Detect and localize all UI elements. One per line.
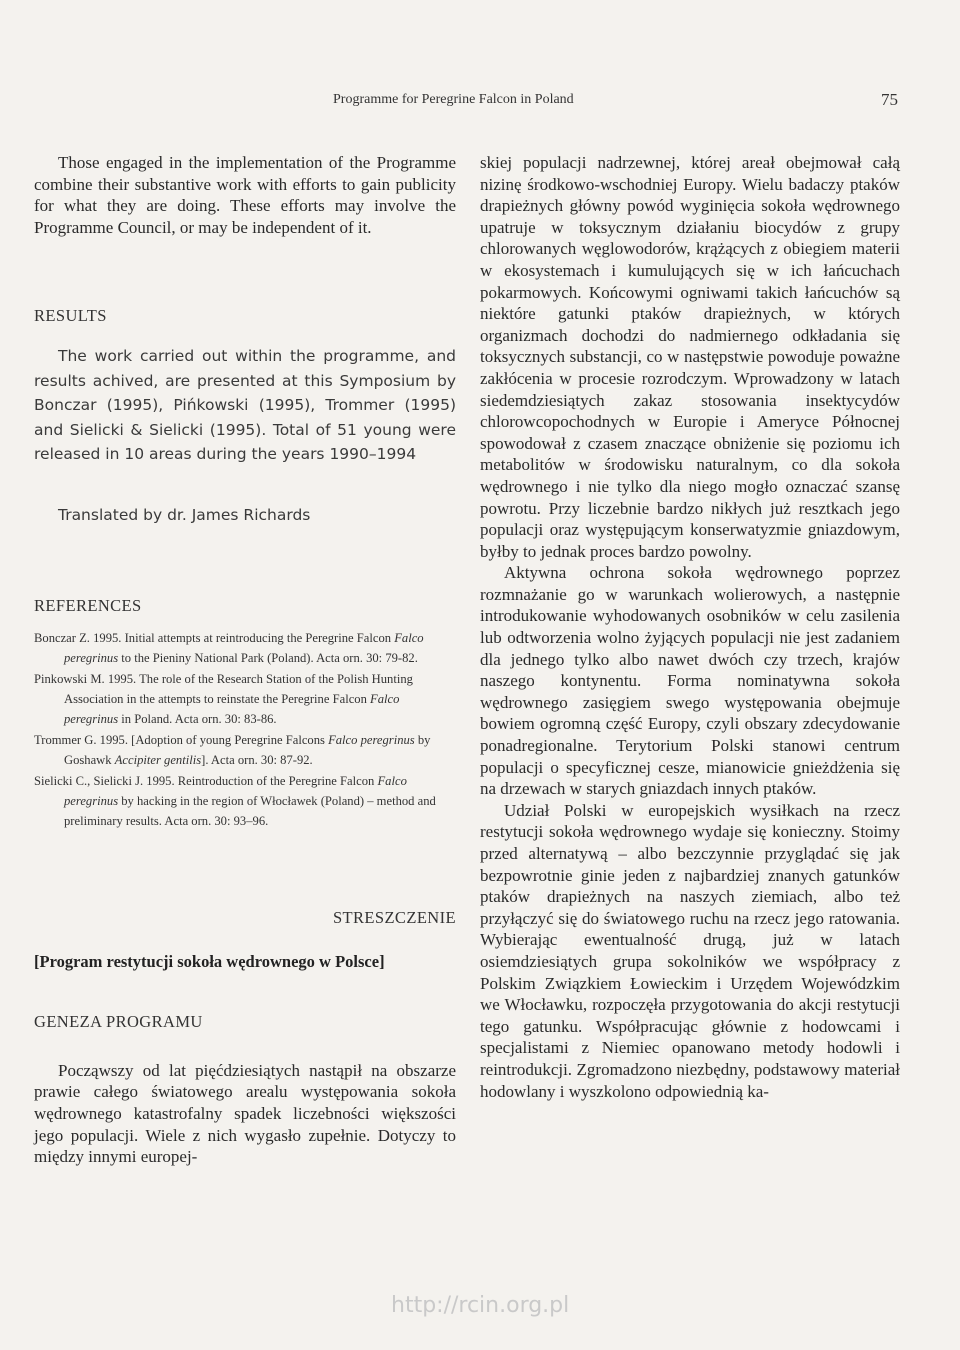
right-column [480,152,900,1102]
polish-title: [Program restytucji sokoła wędrownego w Polsce] [34,951,385,971]
right-paragraph-3: Udział Polski w europejskich wysiłkach na rzecz restytucji sokoła wędrownego wydaje się konieczny. Stoimy przed alternatywą – albo bezczynnie przyglądać się jak bezpowrotnie ginie jeden z najbardziej znanych gatunków ptaków drapieżnych na naszych ziemiach, albo też przyłączyć się do światowego ruchu na rzecz jego ratowania. Wybierając ewentualność drugą, już w latach osiemdziesiątych grupa sokolników we współpracy z Polskim Związkiem Łowieckim i Urzędem Wojewódzkim we Włocławku, rozpoczęła przygotowania do akcji restytucji tego gatunku. Współpracując głównie z hodowcami i specjalistami z Niemiec opanowano metody hodowli i reintrodukcji. Zgromadzono niezbędny, podstawowy materiał hodowlany i wyszkolono odpowiednią ka- [480,800,900,1101]
geneza-heading: GENEZA PROGRAMU [34,1011,203,1031]
reference-item: Sielicki C., Sielicki J. 1995. Reintroduction of the Peregrine Falcon Falco peregrinus by hacking in the region of Włocławek (Poland) – method and preliminary results. Acta orn. 30: 93–96. [34,773,436,829]
intro-paragraph: Those engaged in the implementation of the Programme combine their substantive work with efforts to gain publicity for what they are doing. These efforts may involve the Programme Council, or may be independent of it. [34,153,456,237]
references-heading: REFERENCES [34,595,142,615]
results-paragraph: The work carried out within the programme, and results achived, are presented at this Symposium by Bonczar (1995), Pińkowski (1995), Trommer (1995) and Sielicki & Sielicki (1995). Total of 51 young were released in 10 areas during the years 1990–1994 [34,347,456,463]
left-column [34,152,456,1168]
reference-item: Pinkowski M. 1995. The role of the Research Station of the Polish Hunting Association in the attempts to reinstate the Peregrine Falcon Falco peregrinus in Poland. Acta orn. 30: 83-86. [34,671,413,727]
results-heading: RESULTS [34,306,107,326]
running-head: Programme for Peregrine Falcon in Poland [333,92,574,107]
watermark-url: http://rcin.org.pl [391,1293,570,1318]
streszczenie-heading: STRESZCZENIE [332,907,456,927]
page-number: 75 [881,90,898,109]
geneza-paragraph: Począwszy od lat pięćdziesiątych nastąpił na obszarze prawie całego światowego arealu występowania sokoła wędrownego katastrofalny spadek liczebności większości jego populacji. Wiele z nich wygasło zupełnie. Dotyczy to między innymi europej- [34,1060,456,1167]
reference-list [34,628,456,832]
reference-item: Bonczar Z. 1995. Initial attempts at reintroducing the Peregrine Falcon Falco peregrinus to the Pieniny National Park (Poland). Acta orn. 30: 79-82. [34,630,424,666]
translator-note: Translated by dr. James Richards [58,506,311,525]
right-paragraph-1: skiej populacji nadrzewnej, której areał obejmował całą nizinę środkowo-wschodniej Europy. Wielu badaczy ptaków drapieżnych główny powód wyginięcia sokoła wędrownego upatruje w toksycznym działaniu biocydów z grupy chlorowanych węglowodorów, krążących z obiegiem materii w ekosystemach i kumulujących się w ich łańcuchach pokarmowych. Końcowymi ogniwami takich łańcuchów są niektóre gatunki ptaków drapieżnych, w których organizmach dochodzi do nadmiernego odkładania się toksycznych substancji, co w następstwie powoduje poważne zakłócenia w procesie rozrodczym. Wprowadzony w latach siedemdziesiątych zakaz stosowania insektycydów chlorowcopochodnych w Europie i Ameryce Północnej spowodował z czasem znaczące obniżenie się poziomu ich metabolitów w środowisku naturalnym, co dla sokoła wędrownego i nie tylko dla niego mogło oznaczać szansę powrotu. Przy liczebnie bardzo nikłych już resztkach jego populacji oraz występującym konserwatyzmie gniazdowym, byłby to jednak proces bardzo powolny. [480,153,900,561]
reference-item: Trommer G. 1995. [Adoption of young Peregrine Falcons Falco peregrinus by Goshawk Accipiter gentilis]. Acta orn. 30: 87-92. [34,732,431,768]
right-paragraph-2: Aktywna ochrona sokoła wędrownego poprzez rozmnażanie go w warunkach wolierowych, a następnie introdukowanie wyhodowanych osobników w celu zasilenia lub odtworzenia wolno żyjących populacji nie jest zadaniem dla jednego tylko albo nawet dwóch czy trzech, krajów naszego kontynentu. Forma nominatywna sokoła wędrownego zasięgiem swego występowania obejmuje bowiem ogromną część Europy, czyli obszary zdecydowanie ponadregionalne. Terytorium Polski stanowi centrum populacji o specyficznej cesze, mianowicie gnieżdżenia się na drzewach w starych gniazdach innych ptaków. [480,563,900,799]
